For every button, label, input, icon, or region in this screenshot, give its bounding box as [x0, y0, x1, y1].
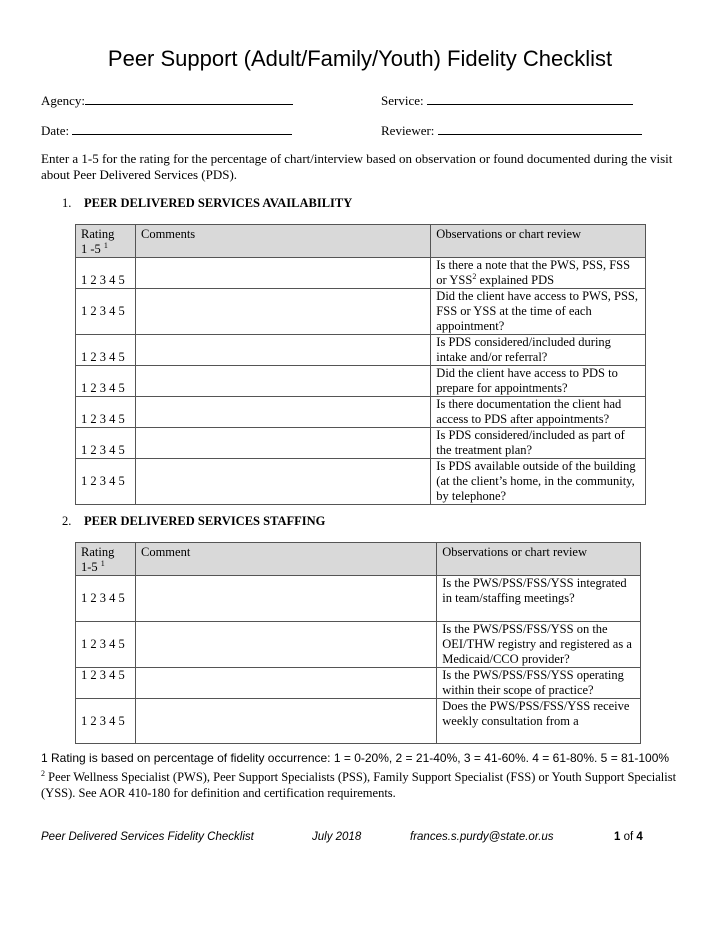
agency-input-line[interactable] — [85, 92, 293, 105]
table-row — [76, 335, 646, 366]
rating-options[interactable]: 1 2 3 4 5 — [76, 622, 136, 668]
reviewer-field[interactable] — [381, 122, 642, 139]
comment-cell[interactable] — [135, 459, 430, 505]
table-row — [76, 668, 641, 699]
comment-cell[interactable] — [135, 699, 436, 744]
comment-cell[interactable] — [135, 335, 430, 366]
observation-cell: Is PDS available outside of the building (at the client’s home, in the community, by telephone? — [431, 459, 646, 505]
comments-header: Comments — [135, 225, 430, 258]
date-input-line[interactable] — [72, 122, 292, 135]
footnote-2 — [41, 769, 691, 801]
comment-cell[interactable] — [135, 428, 430, 459]
date-field[interactable] — [41, 122, 292, 139]
comment-cell[interactable] — [135, 622, 436, 668]
rating-header: Rating 1-5 $^1$ — [76, 543, 136, 576]
observation-cell: Is PDS considered/included during intake and/or referral? — [431, 335, 646, 366]
comment-cell[interactable] — [135, 366, 430, 397]
table-header-row — [76, 543, 641, 576]
observation-cell: Is the PWS/PSS/FSS/YSS integrated in team/staffing meetings? — [437, 576, 641, 622]
observation-cell: Is there documentation the client had access to PDS after appointments? — [431, 397, 646, 428]
footer-doc-title: Peer Delivered Services Fidelity Checklist — [41, 831, 254, 843]
observation-cell: Did the client have access to PWS, PSS, FSS or YSS at the time of each appointment? — [431, 289, 646, 335]
observation-cell: Is the PWS/PSS/FSS/YSS operating within their scope of practice? — [437, 668, 641, 699]
table-row — [76, 699, 641, 744]
observation-cell: Is the PWS/PSS/FSS/YSS on the OEI/THW registry and registered as a Medicaid/CCO provider? — [437, 622, 641, 668]
table-row — [76, 289, 646, 335]
comments-header: Comment — [135, 543, 436, 576]
section-1-heading — [62, 196, 352, 211]
observations-header: Observations or chart review — [437, 543, 641, 576]
date-label: Date: — [41, 123, 70, 138]
rating-options[interactable]: 1 2 3 4 5 — [76, 366, 136, 397]
reviewer-input-line[interactable] — [438, 122, 642, 135]
table-row — [76, 459, 646, 505]
observation-cell: Is PDS considered/included as part of the treatment plan? — [431, 428, 646, 459]
reviewer-label: Reviewer: — [381, 123, 435, 138]
table-row — [76, 366, 646, 397]
comment-cell[interactable] — [135, 289, 430, 335]
service-field[interactable] — [381, 92, 633, 109]
table-row — [76, 397, 646, 428]
rating-options[interactable]: 1 2 3 4 5 — [76, 459, 136, 505]
rating-options[interactable]: 1 2 3 4 5 — [76, 699, 136, 744]
rating-options[interactable]: 1 2 3 4 5 — [76, 335, 136, 366]
staffing-table — [75, 542, 641, 744]
comment-cell[interactable] — [135, 576, 436, 622]
rating-options[interactable]: 1 2 3 4 5 — [76, 576, 136, 622]
rating-header: Rating 1 -5 $^1$ — [76, 225, 136, 258]
service-input-line[interactable] — [427, 92, 633, 105]
table-row — [76, 428, 646, 459]
agency-label: Agency: — [41, 93, 86, 108]
observation-cell: Is there a note that the PWS, PSS, FSS or YSS$^2$ explained PDS — [431, 258, 646, 289]
section-1-number: 1. — [62, 196, 72, 210]
comment-cell[interactable] — [135, 668, 436, 699]
section-2-title: PEER DELIVERED SERVICES STAFFING — [84, 514, 326, 528]
agency-field[interactable] — [41, 92, 293, 109]
table-row — [76, 622, 641, 668]
instructions-paragraph: Enter a 1-5 for the rating for the percentage of chart/interview based on observation or found documented during the visit about Peer Delivered Services (PDS). — [41, 151, 673, 182]
footnote-2-mark: 2 — [41, 768, 45, 778]
rating-options[interactable]: 1 2 3 4 5 — [76, 258, 136, 289]
section-2-heading — [62, 514, 325, 529]
rating-options[interactable]: 1 2 3 4 5 — [76, 397, 136, 428]
footer-email: frances.s.purdy@state.or.us — [410, 831, 554, 843]
page-title: Peer Support (Adult/Family/Youth) Fidelity Checklist — [107, 46, 613, 71]
footer-date: July 2018 — [312, 831, 362, 843]
observation-cell: Did the client have access to PDS to prepare for appointments? — [431, 366, 646, 397]
section-1-title: PEER DELIVERED SERVICES AVAILABILITY — [84, 196, 353, 210]
comment-cell[interactable] — [135, 258, 430, 289]
rating-options[interactable]: 1 2 3 4 5 — [76, 668, 136, 699]
footnote-2-text: Peer Wellness Specialist (PWS), Peer Support Specialists (PSS), Family Support Specialist (FSS) or Youth Support Specialist (YSS). See AOR 410-180 for definition and certification requirements. — [41, 770, 677, 800]
table-row — [76, 258, 646, 289]
rating-options[interactable]: 1 2 3 4 5 — [76, 428, 136, 459]
table-row — [76, 576, 641, 622]
availability-table — [75, 224, 646, 505]
comment-cell[interactable] — [135, 397, 430, 428]
rating-options[interactable]: 1 2 3 4 5 — [76, 289, 136, 335]
observations-header: Observations or chart review — [431, 225, 646, 258]
footnote-1: 1 Rating is based on percentage of fidelity occurrence: 1 = 0-20%, 2 = 21-40%, 3 = 41-60%. 4 = 61-80%. 5 = 81-100% — [41, 751, 670, 765]
observation-cell: Does the PWS/PSS/FSS/YSS receive weekly consultation from a — [437, 699, 641, 744]
page-number: 1 of 4 — [614, 831, 643, 843]
section-2-number: 2. — [62, 514, 72, 528]
table-header-row — [76, 225, 646, 258]
service-label: Service: — [381, 93, 424, 108]
